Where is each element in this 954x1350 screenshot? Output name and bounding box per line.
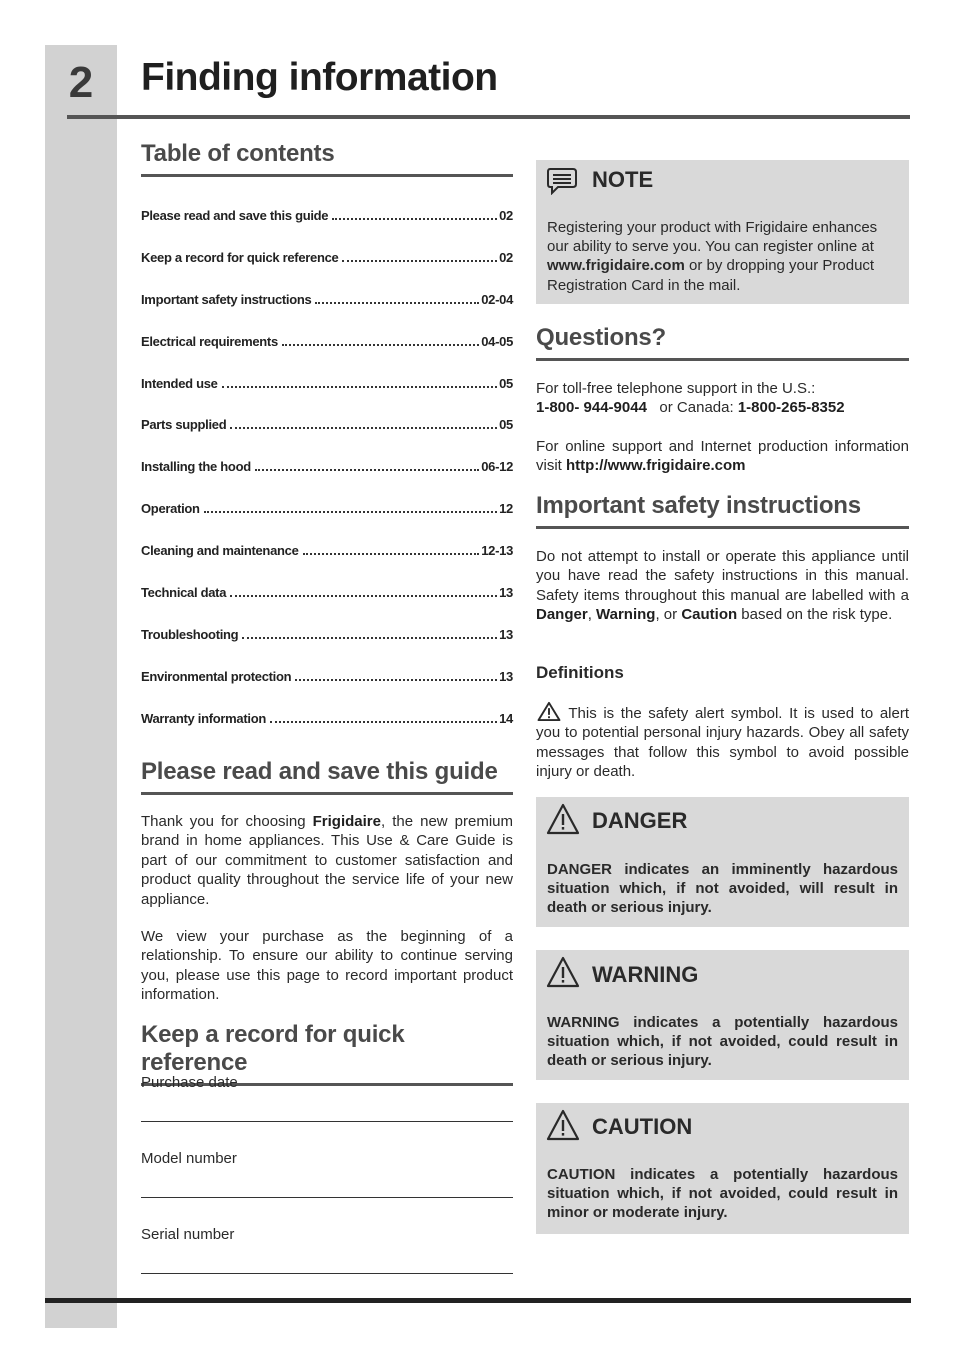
purchase-date-label: Purchase date [141, 1074, 238, 1091]
toc-leader [282, 344, 479, 346]
toc-item[interactable] [141, 708, 513, 726]
toc-leader [295, 679, 497, 681]
warning-title: WARNING [592, 962, 699, 987]
questions-online-text: For online support and Internet production information visit http://www.frigidaire.com [536, 438, 909, 475]
toc-item[interactable] [141, 205, 513, 223]
read-guide-heading: Please read and save this guide [141, 758, 513, 795]
safety-heading: Important safety instructions [536, 492, 909, 529]
toc-item-page: 05 [499, 376, 513, 391]
side-strip [45, 45, 117, 1328]
danger-warning-icon [546, 803, 580, 835]
toc-item[interactable] [141, 540, 513, 558]
purchase-date-line[interactable] [141, 1121, 513, 1122]
brand-name: Frigidaire [312, 813, 381, 830]
danger-box [536, 797, 909, 927]
toc-item-page: 12 [499, 501, 513, 516]
support-url[interactable]: http://www.frigidaire.com [566, 457, 746, 475]
toc-leader [242, 637, 497, 639]
definitions-heading: Definitions [536, 663, 624, 682]
danger-text: DANGER indicates an imminently hazardous situation which, if not avoided, will result in death or serious injury. [547, 861, 898, 917]
toc-leader [204, 511, 497, 513]
toc-leader [303, 553, 480, 555]
toc-item-label: Electrical requirements [141, 334, 278, 349]
toc-item-label: Technical data [141, 585, 227, 600]
toc-leader [255, 469, 479, 471]
toc-item[interactable] [141, 582, 513, 600]
note-text: Registering your product with Frigidaire enhances our ability to serve you. You can register online at www.frigidaire.com or by dropping your Product Registration Card in the mail. [547, 219, 878, 294]
toc-item-label: Parts supplied [141, 417, 227, 432]
toc-item[interactable] [141, 247, 513, 265]
toc-item-label: Warranty information [141, 711, 266, 726]
warning-box [536, 950, 909, 1080]
toc-item-label: Please read and save this guide [141, 208, 329, 223]
model-number-line[interactable] [141, 1197, 513, 1198]
questions-heading: Questions? [536, 324, 909, 361]
note-icon [546, 167, 578, 195]
toc-item[interactable] [141, 289, 513, 307]
toc-item-page: 13 [499, 585, 513, 600]
toc-item-label: Cleaning and maintenance [141, 543, 299, 558]
caution-title: CAUTION [592, 1114, 693, 1139]
toc-item[interactable] [141, 498, 513, 516]
toc-item-page: 06-12 [481, 459, 513, 474]
toc-item-page: 02-04 [481, 292, 513, 307]
record-heading: Keep a record for quick reference [141, 1021, 513, 1086]
toc-leader [230, 595, 497, 597]
toc-leader [315, 302, 479, 304]
toc-leader [222, 386, 498, 388]
toc-leader [342, 260, 497, 262]
toc-item-label: Operation [141, 501, 200, 516]
note-title: NOTE [592, 167, 654, 192]
page-title: Finding information [141, 56, 498, 99]
caution-text: CAUTION indicates a potentially hazardous situation which, if not avoided, could result in minor or moderate injury. [547, 1166, 898, 1222]
toc-item-page: 13 [499, 669, 513, 684]
model-number-label: Model number [141, 1150, 237, 1167]
toc-item[interactable] [141, 666, 513, 684]
note-box [536, 160, 909, 304]
warning-text: WARNING indicates a potentially hazardous situation which, if not avoided, could result in death or serious injury. [547, 1014, 898, 1070]
toc-item-label: Environmental protection [141, 669, 292, 684]
safety-intro: Do not attempt to install or operate this appliance until you have read the safety instructions in this manual. Safety items throughout this manual are labelled with a Danger, Warning, or Caution based on the risk type. [536, 548, 909, 624]
warning-triangle-icon [546, 956, 580, 988]
toc-heading: Table of contents [141, 140, 513, 177]
toc-item-label: Intended use [141, 376, 218, 391]
read-guide-paragraph-1: Thank you for choosing Frigidaire, the new premium brand in home appliances. This Use & Care Guide is part of our commitment to customer satisfaction and product quality throughout the service life of your new appliance. [141, 813, 514, 908]
toc-item[interactable] [141, 373, 513, 391]
toc-item-page: 14 [499, 711, 513, 726]
toc-item-label: Troubleshooting [141, 627, 239, 642]
toc-item[interactable] [141, 331, 513, 349]
toc-leader [332, 218, 497, 220]
toc-item[interactable] [141, 414, 513, 432]
toc-leader [230, 427, 497, 429]
questions-phone-text: For toll-free telephone support in the U.S.: 1-800- 944-9044 or Canada: 1-800-265-8352 [536, 380, 845, 417]
toc-item-page: 12-13 [481, 543, 513, 558]
toc-item-page: 02 [499, 208, 513, 223]
read-guide-paragraph-2: We view your purchase as the beginning of a relationship. To ensure our ability to continue serving you, please use this page to record important product information. [141, 928, 513, 1004]
toc-item-page: 05 [499, 417, 513, 432]
toc-item-page: 13 [499, 627, 513, 642]
toc-item-page: 04-05 [481, 334, 513, 349]
serial-number-line[interactable] [141, 1273, 513, 1274]
title-rule [67, 115, 910, 119]
toc-item[interactable] [141, 624, 513, 642]
toc-item-label: Keep a record for quick reference [141, 250, 339, 265]
toc-item-label: Installing the hood [141, 459, 251, 474]
danger-title: DANGER [592, 808, 688, 833]
page-number: 2 [68, 58, 94, 107]
toc-item-label: Important safety instructions [141, 292, 312, 307]
us-phone[interactable]: 1-800- 944-9044 [536, 399, 647, 417]
caution-triangle-icon [546, 1109, 580, 1141]
toc-item[interactable] [141, 456, 513, 474]
note-url[interactable]: www.frigidaire.com [547, 257, 685, 275]
bottom-rule [45, 1298, 911, 1303]
definitions-text: This is the safety alert symbol. It is used to alert you to potential personal injury hazards. Obey all safety messages that follow this symbol to avoid possible injury or death. [536, 701, 909, 782]
serial-number-label: Serial number [141, 1226, 235, 1243]
canada-phone[interactable]: 1-800-265-8352 [737, 399, 845, 417]
toc-item-page: 02 [499, 250, 513, 265]
caution-box [536, 1103, 909, 1234]
safety-alert-icon [536, 701, 562, 722]
toc-leader [270, 721, 497, 723]
